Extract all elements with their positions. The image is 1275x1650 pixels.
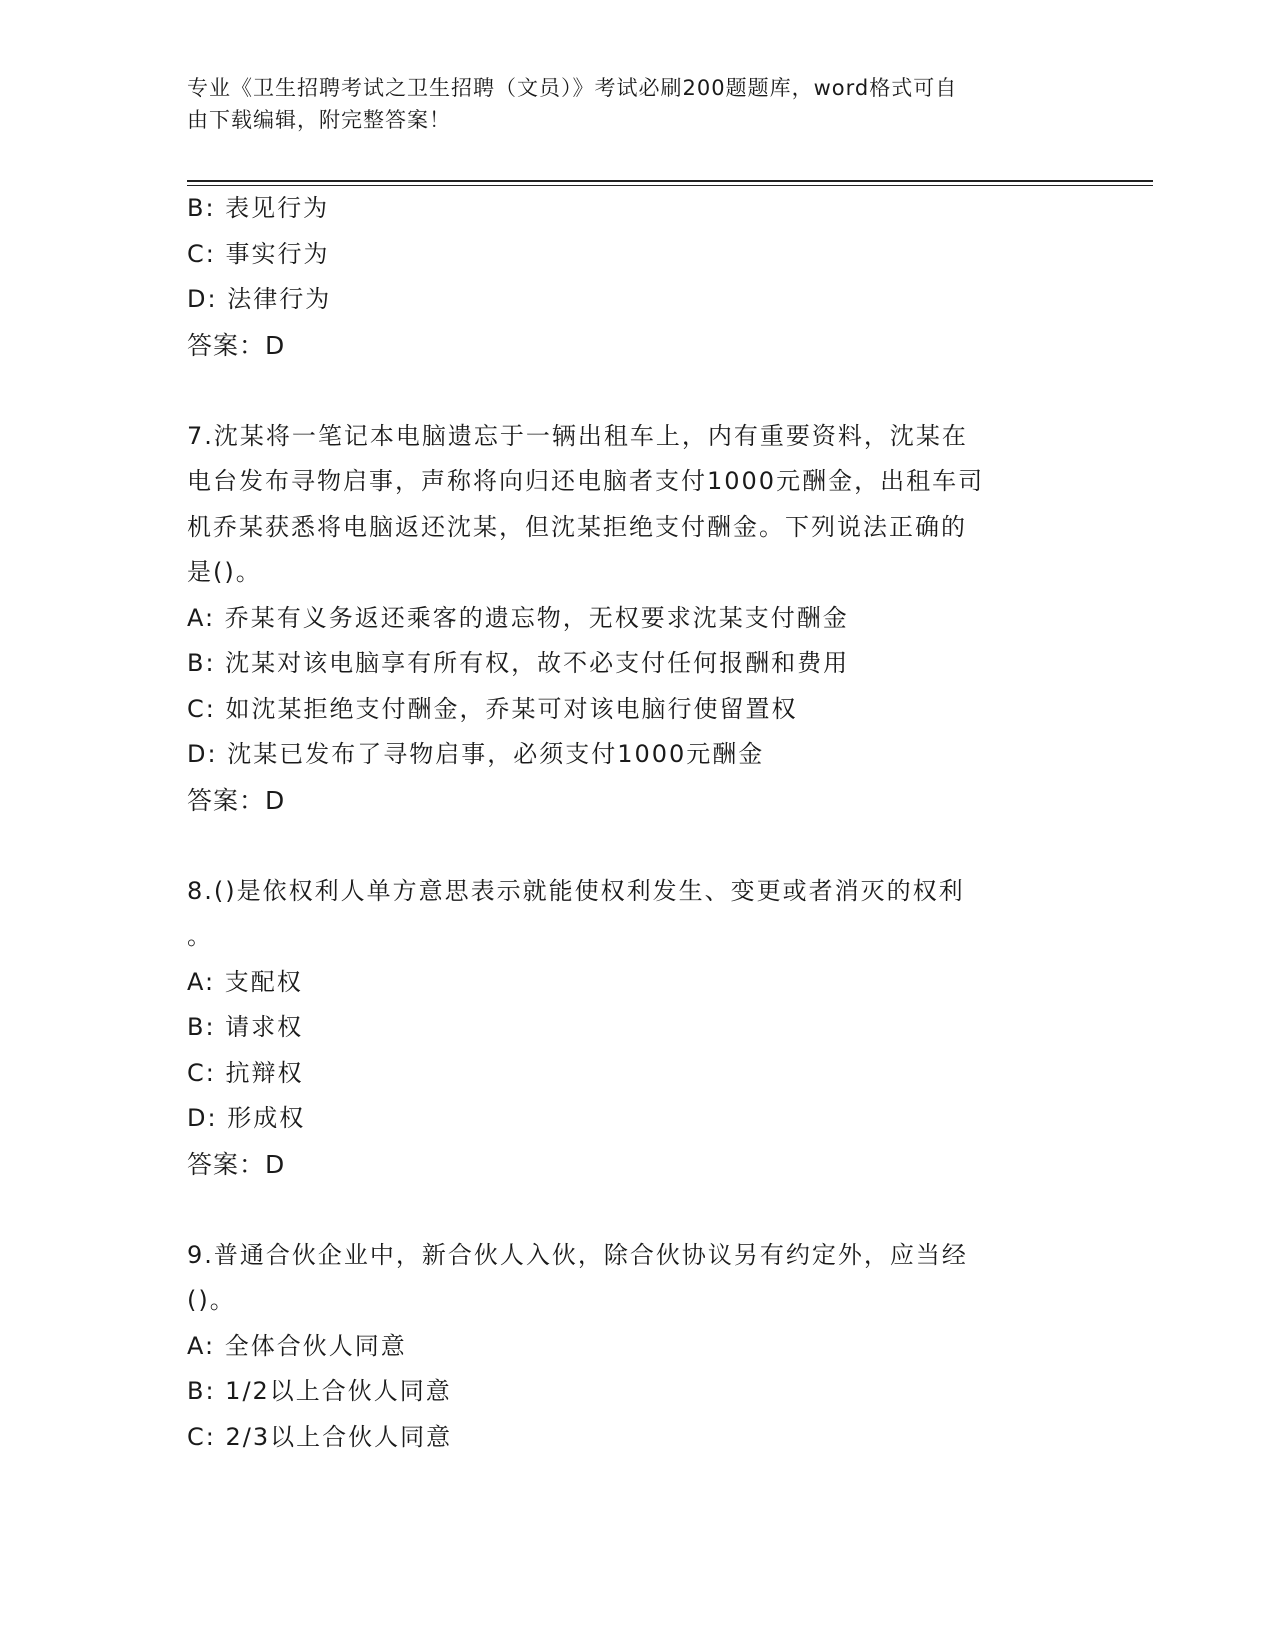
question-content <box>187 186 1087 1460</box>
page-header <box>187 72 1067 136</box>
option-d: D: 形成权 <box>187 1104 306 1132</box>
spacer <box>187 368 1087 414</box>
option-b: B: 1/2以上合伙人同意 <box>187 1377 452 1405</box>
option-c: C: 2/3以上合伙人同意 <box>187 1422 453 1451</box>
question-stem-line: 7.沈某将一笔记本电脑遗忘于一辆出租车上，内有重要资料，沈某在 <box>187 421 968 450</box>
option-a: A: 全体合伙人同意 <box>187 1331 407 1360</box>
option-b: B: 沈某对该电脑享有所有权，故不必支付任何报酬和费用 <box>187 649 850 677</box>
option-b: B: 请求权 <box>187 1013 304 1041</box>
question-stem-line: 。 <box>187 922 213 950</box>
header-divider-thick <box>187 180 1153 182</box>
option-a: A: 支配权 <box>187 967 303 996</box>
option-b: B: 表见行为 <box>187 194 330 222</box>
question-stem-line: 是()。 <box>187 558 262 586</box>
header-title-line-1: 专业《卫生招聘考试之卫生招聘（文员）》考试必刷200题题库，word格式可自 <box>187 76 958 100</box>
question-stem-line: 电台发布寻物启事，声称将向归还电脑者支付1000元酬金，出租车司 <box>187 467 985 495</box>
question-6-tail <box>187 186 1087 368</box>
spacer <box>187 823 1087 869</box>
option-c: C: 如沈某拒绝支付酬金，乔某可对该电脑行使留置权 <box>187 694 798 723</box>
header-title-line-2: 由下载编辑，附完整答案！ <box>187 108 451 132</box>
question-8 <box>187 869 1087 1188</box>
answer-line: 答案：D <box>187 785 286 815</box>
option-a: A: 乔某有义务返还乘客的遗忘物，无权要求沈某支付酬金 <box>187 603 849 632</box>
option-d: D: 沈某已发布了寻物启事，必须支付1000元酬金 <box>187 740 765 768</box>
question-stem-line: 8.()是依权利人单方意思表示就能使权利发生、变更或者消灭的权利 <box>187 876 965 905</box>
question-stem-line: ()。 <box>187 1286 236 1314</box>
answer-line: 答案：D <box>187 1149 286 1179</box>
question-9 <box>187 1233 1087 1461</box>
question-7 <box>187 414 1087 824</box>
option-d: D: 法律行为 <box>187 285 332 313</box>
spacer <box>187 1187 1087 1233</box>
option-c: C: 抗辩权 <box>187 1058 304 1087</box>
option-c: C: 事实行为 <box>187 239 330 268</box>
answer-line: 答案：D <box>187 330 286 360</box>
question-stem-line: 机乔某获悉将电脑返还沈某，但沈某拒绝支付酬金。下列说法正确的 <box>187 512 967 541</box>
question-stem-line: 9.普通合伙企业中，新合伙人入伙，除合伙协议另有约定外，应当经 <box>187 1240 968 1269</box>
